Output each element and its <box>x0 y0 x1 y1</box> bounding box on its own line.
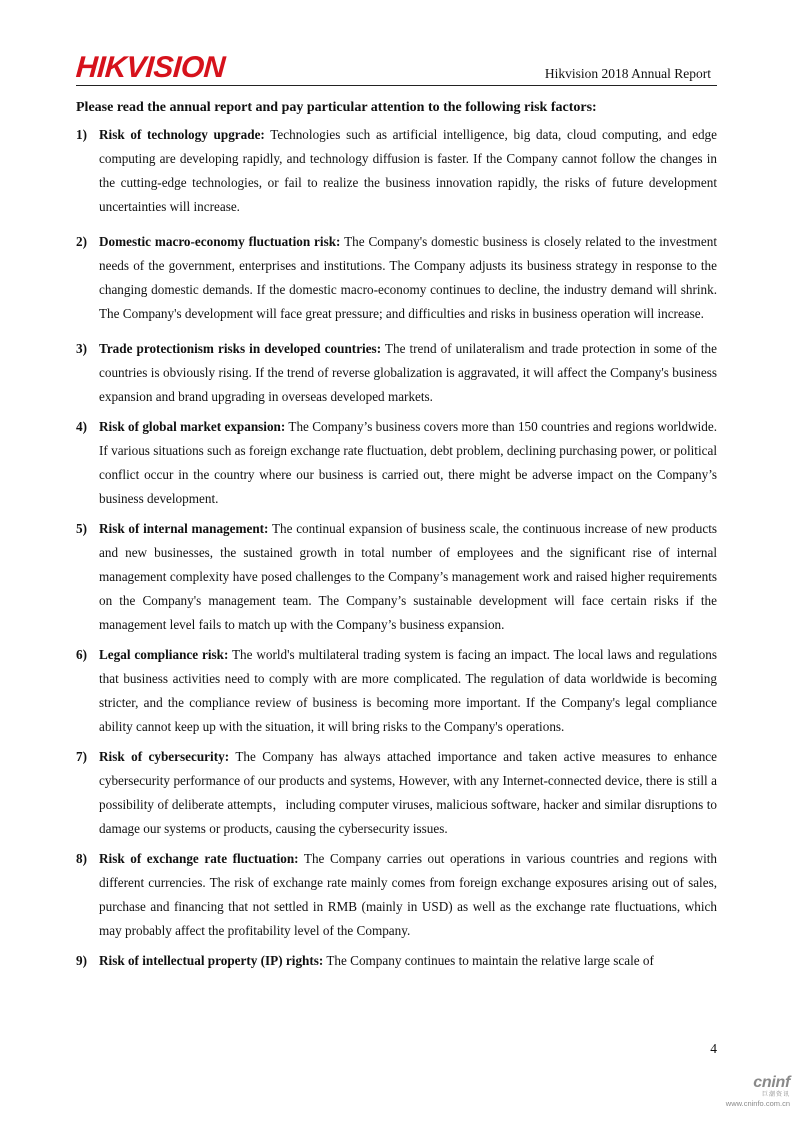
risk-number: 8) <box>76 851 87 866</box>
risk-number: 7) <box>76 749 87 764</box>
risk-number: 6) <box>76 647 87 662</box>
risk-item-trade-protectionism <box>76 337 717 409</box>
intro-heading: Please read the annual report and pay particular attention to the following risk factors: <box>76 100 597 115</box>
risk-title: Risk of technology upgrade: <box>99 127 265 142</box>
risk-item-cybersecurity <box>76 745 717 841</box>
risk-title: Risk of internal management: <box>99 521 269 536</box>
risk-number: 1) <box>76 127 87 142</box>
risk-text: The Company continues to maintain the relative large scale of <box>326 953 654 968</box>
risk-item-intellectual-property <box>76 949 717 973</box>
risk-title: Risk of exchange rate fluctuation: <box>99 851 299 866</box>
risk-title: Trade protectionism risks in developed countries: <box>99 341 382 356</box>
risk-title: Domestic macro-economy fluctuation risk: <box>99 234 341 249</box>
risk-item-macro-economy <box>76 230 717 326</box>
risk-text: The Company has always attached importance and taken active measures to enhance cybersecurity performance of our products and systems, However, with any Internet-connected device, there is still a possibility of deliberate attempts，including computer viruses, malicious software, hacker and similar disruptions to damage our systems or products, causing the cybersecurity issues. <box>99 749 718 836</box>
page-number: 4 <box>710 1041 717 1056</box>
header-divider <box>76 85 717 86</box>
risk-number: 3) <box>76 341 87 356</box>
risk-text: The Company’s business covers more than 150 countries and regions worldwide. If various situations such as foreign exchange rate fluctuation, debt problem, declining purchasing power, or political conflict occur in the country where our business is carried out, there might be adverse impact on the Company’s business development. <box>99 419 717 506</box>
report-title: Hikvision 2018 Annual Report <box>544 66 711 81</box>
risk-text: The world's multilateral trading system is facing an impact. The local laws and regulations that business activities need to comply with are more complicated. The regulation of data worldwide is becoming stricter, and the compliance review of business is becoming more important. If the Company's legal compliance ability cannot keep up with the situation, it will bring risks to the Company's operations. <box>99 647 717 734</box>
risk-text: The continual expansion of business scale, the continuous increase of new products and new businesses, the sustained growth in total number of employees and the significant rise of internal management complexity have posed challenges to the Company’s management work and raised higher requirements on the Company's management team. The Company’s sustainable development will face certain risks if the management level fails to match up with the Company’s business expansion. <box>99 521 717 632</box>
risk-title: Risk of intellectual property (IP) rights: <box>99 953 324 968</box>
risk-item-global-expansion <box>76 415 717 511</box>
watermark-brand: cninf <box>753 1074 790 1091</box>
risk-item-technology-upgrade <box>76 123 717 219</box>
risk-number: 4) <box>76 419 87 434</box>
watermark-subtitle: 巨潮资讯 <box>761 1092 790 1098</box>
risk-title: Legal compliance risk: <box>99 647 229 662</box>
risk-item-internal-management <box>76 517 717 637</box>
risk-title: Risk of global market expansion: <box>99 419 286 434</box>
risk-text: The Company's domestic business is closely related to the investment needs of the government, enterprises and institutions. The Company adjusts its business strategy in response to the changing domestic demands. If the domestic macro-economy continues to decline, the industry demand will shrink. The Company's development will face great pressure; and difficulties and risks in business operation will increase. <box>99 234 717 321</box>
hikvision-logo: HIKVISION <box>74 51 227 84</box>
risk-text: The trend of unilateralism and trade protection in some of the countries is obviously rising. If the trend of reverse globalization is aggravated, it will affect the Company's business expansion and brand upgrading in overseas developed markets. <box>99 341 718 404</box>
risk-item-exchange-rate <box>76 847 717 943</box>
risk-factor-list <box>76 123 717 984</box>
risk-title: Risk of cybersecurity: <box>99 749 230 764</box>
risk-number: 5) <box>76 521 87 536</box>
watermark-url: www.cninfo.com.cn <box>725 1099 790 1108</box>
risk-item-legal-compliance <box>76 643 717 739</box>
risk-number: 9) <box>76 953 87 968</box>
risk-number: 2) <box>76 234 87 249</box>
cninfo-watermark <box>718 1075 790 1108</box>
risk-text: Technologies such as artificial intelligence, big data, cloud computing, and edge computing are developing rapidly, and technology diffusion is faster. If the Company cannot follow the changes in the cutting-edge technologies, or fail to realize the business innovation rapidly, the risks of future development uncertainties will increase. <box>99 127 718 214</box>
risk-text: The Company carries out operations in various countries and regions with different currencies. The risk of exchange rate mainly comes from foreign exchange exposures arising out of sales, purchase and financing that not settled in RMB (mainly in USD) as well as the exchange rate fluctuations, which may probably affect the profitability level of the Company. <box>99 851 718 938</box>
